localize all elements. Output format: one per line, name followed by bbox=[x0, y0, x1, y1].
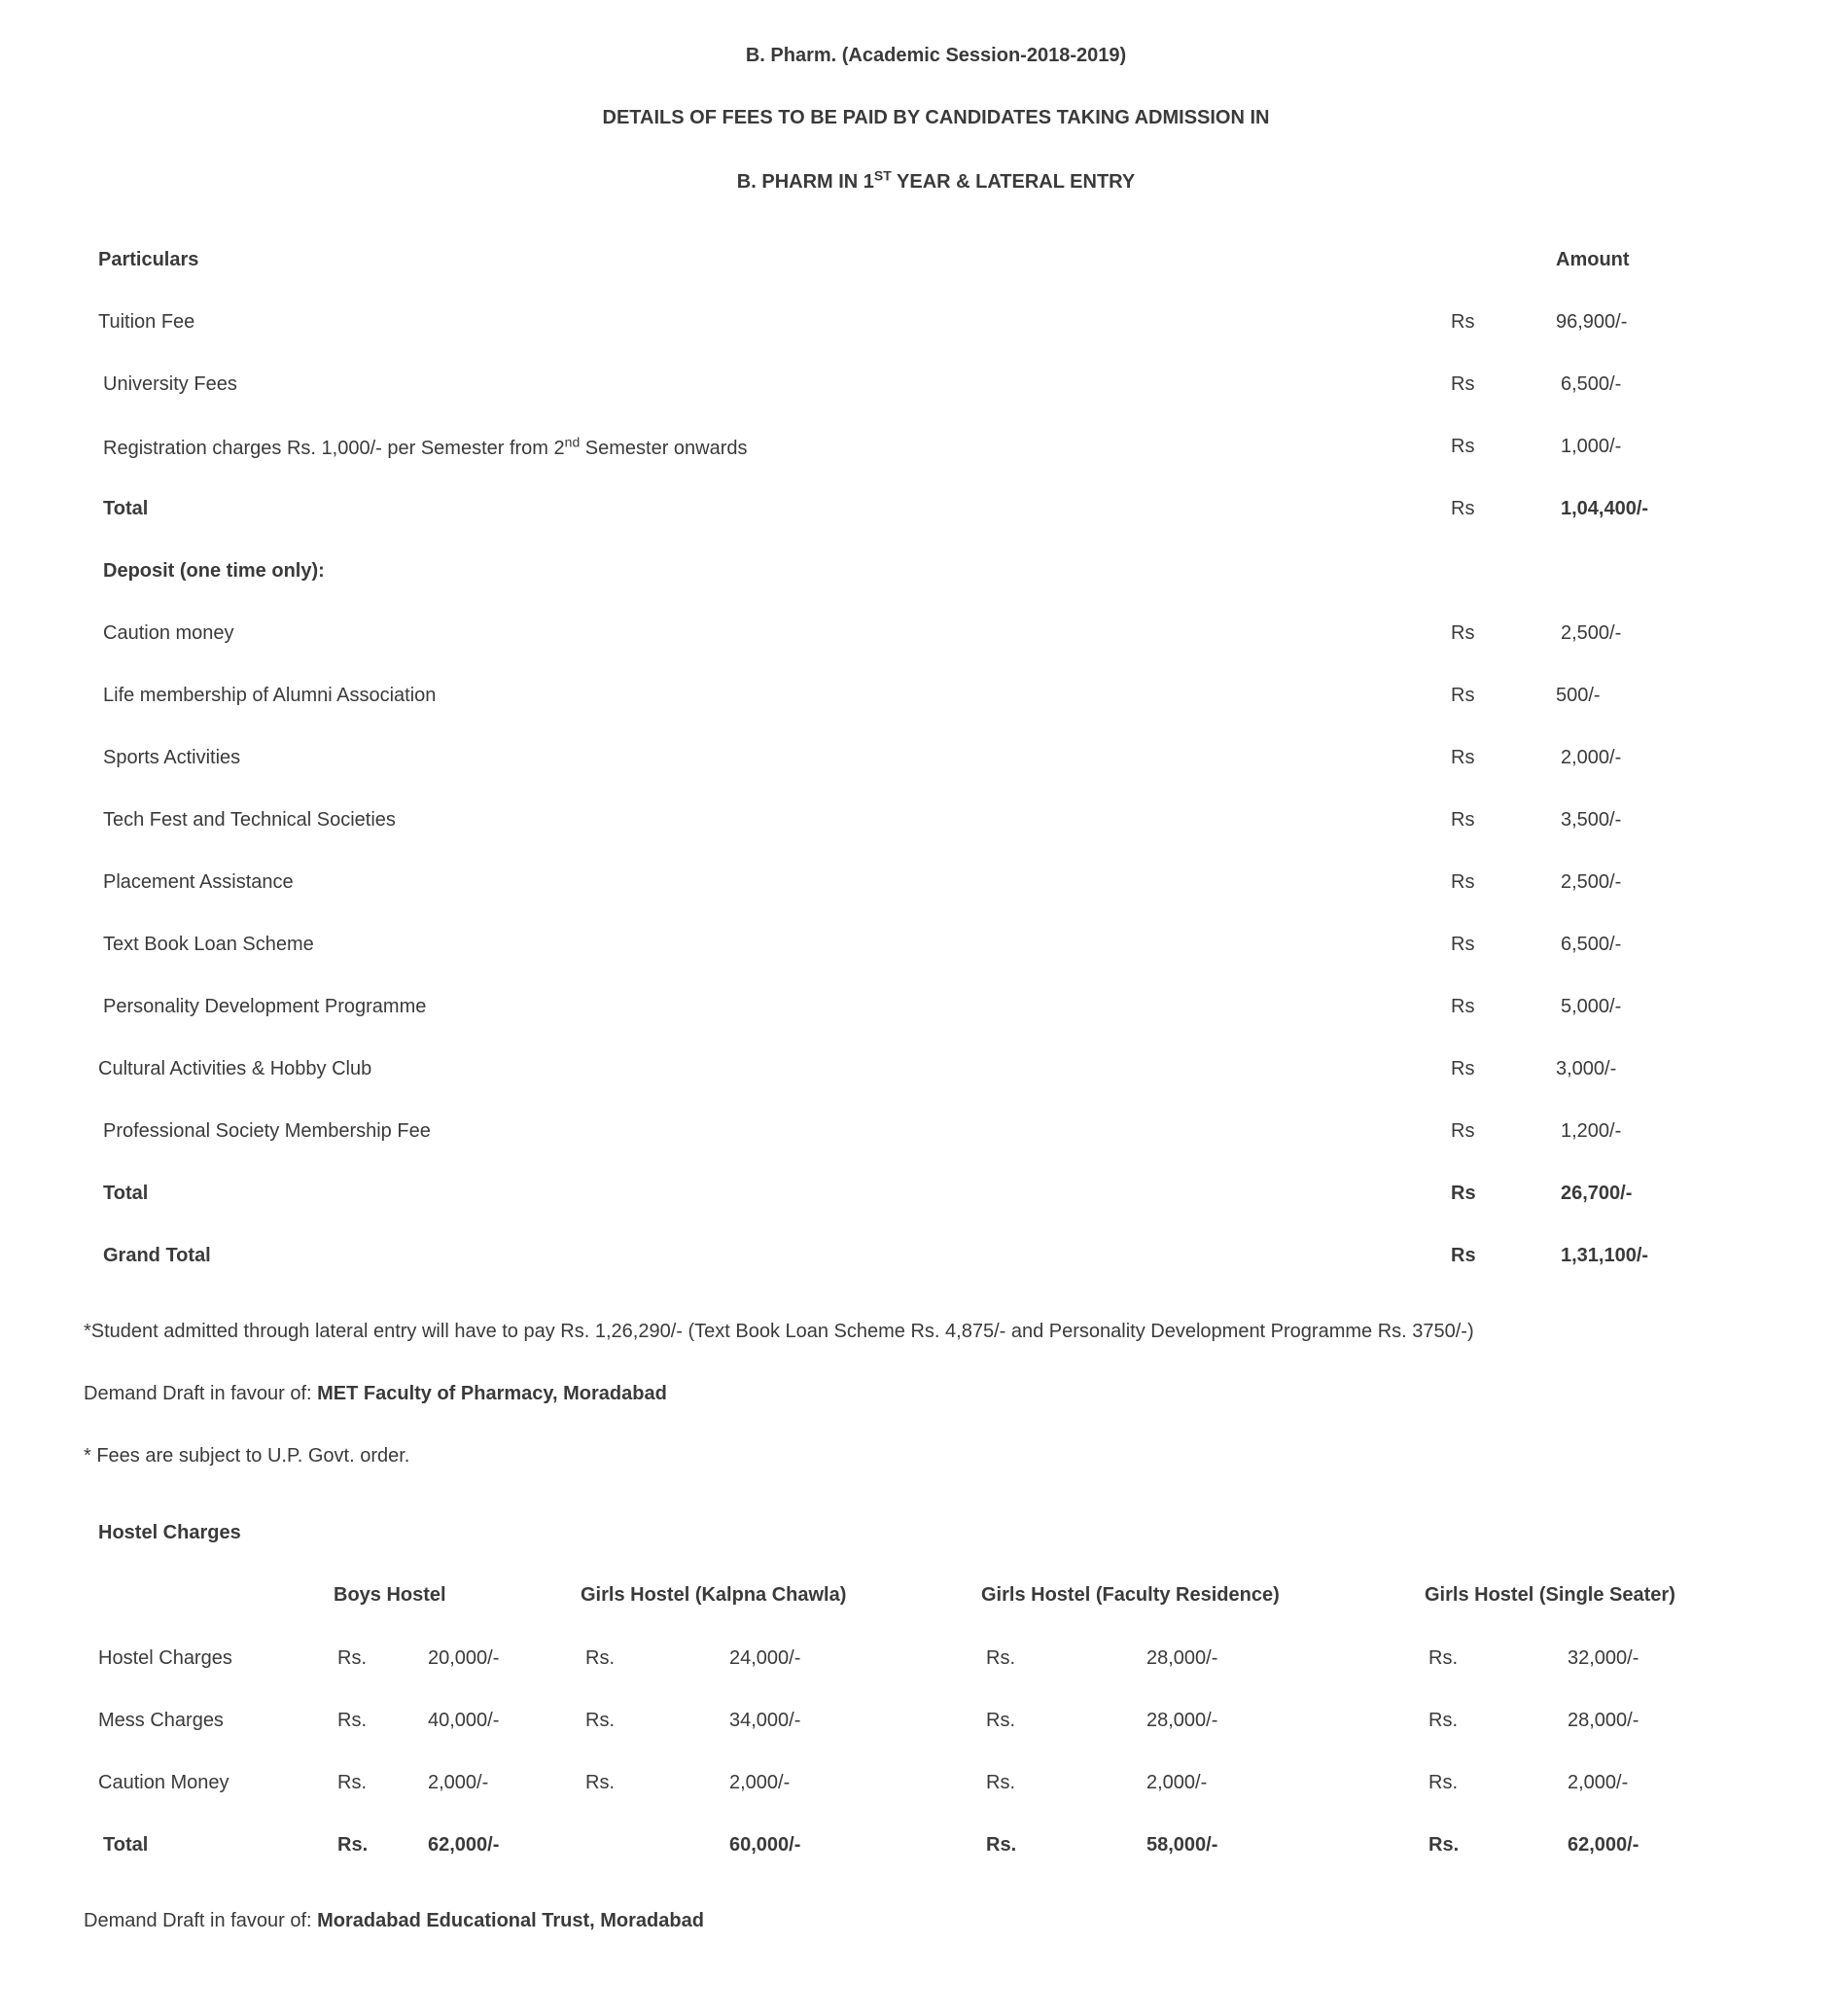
fee-label: Placement Assistance bbox=[103, 871, 294, 893]
admission-heading bbox=[0, 167, 1833, 194]
hostel-demand-draft-note bbox=[84, 1910, 704, 1932]
hostel-amount: 32,000/- bbox=[1568, 1647, 1639, 1669]
fee-amount: 6,500/- bbox=[1561, 373, 1622, 395]
hostel-title: Hostel Charges bbox=[98, 1522, 241, 1543]
hostel-currency: Rs. bbox=[1428, 1834, 1460, 1856]
hostel-currency: Rs. bbox=[585, 1772, 615, 1793]
registration-label-post: Semester onwards bbox=[580, 438, 748, 459]
fee-amount: 500/- bbox=[1556, 685, 1601, 706]
demand-draft-prefix: Demand Draft in favour of: bbox=[84, 1383, 318, 1404]
hostel-total-amount: 60,000/- bbox=[729, 1834, 801, 1856]
hostel-currency: Rs. bbox=[986, 1772, 1015, 1793]
fee-currency: Rs bbox=[1451, 1120, 1475, 1142]
fee-currency: Rs bbox=[1451, 622, 1475, 644]
grand-total-label: Grand Total bbox=[103, 1245, 211, 1266]
hostel-amount: 2,000/- bbox=[1568, 1772, 1629, 1793]
hostel-total-amount: 58,000/- bbox=[1146, 1834, 1218, 1856]
hostel-currency: Rs. bbox=[986, 1647, 1015, 1669]
fee-currency: Rs bbox=[1451, 1183, 1476, 1204]
col-amount: Amount bbox=[1556, 249, 1630, 270]
deposit-total-label: Total bbox=[103, 1183, 149, 1204]
hostel-amount: 34,000/- bbox=[729, 1710, 801, 1731]
fee-amount: 3,000/- bbox=[1556, 1058, 1617, 1079]
hostel-col-header: Girls Hostel (Faculty Residence) bbox=[981, 1584, 1280, 1606]
registration-label-sup: nd bbox=[564, 434, 581, 450]
demand-draft-payee: MET Faculty of Pharmacy, Moradabad bbox=[317, 1383, 667, 1404]
fee-total-label: Total bbox=[103, 498, 149, 519]
fee-label: Tuition Fee bbox=[98, 311, 195, 333]
hostel-currency: Rs. bbox=[337, 1710, 367, 1731]
hostel-total-amount: 62,000/- bbox=[428, 1834, 500, 1856]
session-title: B. Pharm. (Academic Session-2018-2019) bbox=[745, 45, 1127, 66]
hostel-currency: Rs. bbox=[337, 1834, 369, 1856]
hostel-demand-draft-payee: Moradabad Educational Trust, Moradabad bbox=[317, 1910, 704, 1931]
fee-amount: 3,500/- bbox=[1561, 809, 1622, 831]
hostel-amount: 40,000/- bbox=[428, 1710, 500, 1731]
hostel-currency: Rs. bbox=[1428, 1772, 1458, 1793]
hostel-currency: Rs. bbox=[986, 1834, 1017, 1856]
deposit-heading: Deposit (one time only): bbox=[103, 560, 325, 582]
fee-label: Personality Development Programme bbox=[103, 996, 427, 1017]
fee-label: University Fees bbox=[103, 373, 237, 395]
hostel-row-label: Mess Charges bbox=[98, 1710, 224, 1731]
hostel-currency: Rs. bbox=[585, 1647, 615, 1669]
fee-label: Tech Fest and Technical Societies bbox=[103, 809, 396, 831]
fee-currency: Rs bbox=[1451, 747, 1475, 768]
fee-amount: 6,500/- bbox=[1561, 934, 1622, 955]
hostel-currency: Rs. bbox=[1428, 1647, 1458, 1669]
admission-heading-sup: ST bbox=[873, 167, 892, 184]
fee-currency: Rs bbox=[1451, 871, 1475, 893]
hostel-amount: 28,000/- bbox=[1146, 1647, 1218, 1669]
fee-label: Professional Society Membership Fee bbox=[103, 1120, 431, 1142]
fee-currency: Rs bbox=[1451, 996, 1475, 1017]
hostel-col-header: Girls Hostel (Kalpna Chawla) bbox=[581, 1584, 847, 1606]
fee-currency: Rs bbox=[1451, 1058, 1475, 1079]
fee-currency: Rs bbox=[1451, 373, 1475, 395]
hostel-currency: Rs. bbox=[337, 1772, 367, 1793]
grand-total-amount: 1,31,100/- bbox=[1561, 1245, 1649, 1266]
hostel-col-header: Girls Hostel (Single Seater) bbox=[1425, 1584, 1675, 1606]
registration-label-pre: Registration charges Rs. 1,000/- per Semester from 2 bbox=[103, 438, 565, 459]
hostel-total-amount: 62,000/- bbox=[1568, 1834, 1639, 1856]
hostel-amount: 2,000/- bbox=[428, 1772, 489, 1793]
fee-label: Text Book Loan Scheme bbox=[103, 934, 314, 955]
hostel-row-label: Caution Money bbox=[98, 1772, 229, 1793]
admission-heading-pre: B. PHARM IN 1 bbox=[736, 171, 874, 193]
hostel-amount: 20,000/- bbox=[428, 1647, 500, 1669]
hostel-currency: Rs. bbox=[1428, 1710, 1458, 1731]
hostel-currency: Rs. bbox=[585, 1710, 615, 1731]
govt-order-note: * Fees are subject to U.P. Govt. order. bbox=[84, 1445, 410, 1467]
hostel-total-label: Total bbox=[103, 1834, 149, 1856]
fee-label: Life membership of Alumni Association bbox=[103, 685, 437, 706]
fee-amount: 1,000/- bbox=[1561, 436, 1622, 457]
fee-amount: 2,000/- bbox=[1561, 747, 1622, 768]
hostel-currency: Rs. bbox=[337, 1647, 367, 1669]
fee-currency: Rs bbox=[1451, 934, 1475, 955]
fee-amount: 1,200/- bbox=[1561, 1120, 1622, 1142]
fee-label: Caution money bbox=[103, 622, 234, 644]
deposit-total-amount: 26,700/- bbox=[1561, 1183, 1633, 1204]
fee-amount: 2,500/- bbox=[1561, 871, 1622, 893]
fee-amount: 5,000/- bbox=[1561, 996, 1622, 1017]
hostel-amount: 28,000/- bbox=[1146, 1710, 1218, 1731]
fee-currency: Rs bbox=[1451, 498, 1475, 519]
hostel-amount: 28,000/- bbox=[1568, 1710, 1639, 1731]
fee-currency: Rs bbox=[1451, 1245, 1476, 1266]
fee-amount: 2,500/- bbox=[1561, 622, 1622, 644]
hostel-col-header: Boys Hostel bbox=[334, 1584, 446, 1606]
fee-label: Cultural Activities & Hobby Club bbox=[98, 1058, 372, 1079]
hostel-currency: Rs. bbox=[986, 1710, 1015, 1731]
hostel-amount: 2,000/- bbox=[729, 1772, 791, 1793]
fee-currency: Rs bbox=[1451, 436, 1475, 457]
hostel-demand-draft-prefix: Demand Draft in favour of: bbox=[84, 1910, 318, 1931]
fee-amount: 96,900/- bbox=[1556, 311, 1628, 333]
fee-label: Sports Activities bbox=[103, 747, 241, 768]
lateral-entry-note: *Student admitted through lateral entry will have to pay Rs. 1,26,290/- (Text Book Loan Scheme Rs. 4,875/- and Personality Development Programme Rs. 3750/-) bbox=[84, 1321, 1474, 1342]
fee-total-amount: 1,04,400/- bbox=[1561, 498, 1649, 519]
hostel-row-label: Hostel Charges bbox=[98, 1647, 232, 1669]
hostel-amount: 24,000/- bbox=[729, 1647, 801, 1669]
fees-heading: DETAILS OF FEES TO BE PAID BY CANDIDATES TAKING ADMISSION IN bbox=[602, 107, 1270, 128]
admission-heading-post: YEAR & LATERAL ENTRY bbox=[891, 171, 1136, 193]
demand-draft-note bbox=[84, 1383, 667, 1405]
fee-currency: Rs bbox=[1451, 311, 1475, 333]
fee-label bbox=[103, 434, 748, 460]
hostel-amount: 2,000/- bbox=[1146, 1772, 1208, 1793]
fee-currency: Rs bbox=[1451, 685, 1475, 706]
col-particulars: Particulars bbox=[98, 249, 199, 270]
fee-currency: Rs bbox=[1451, 809, 1475, 831]
